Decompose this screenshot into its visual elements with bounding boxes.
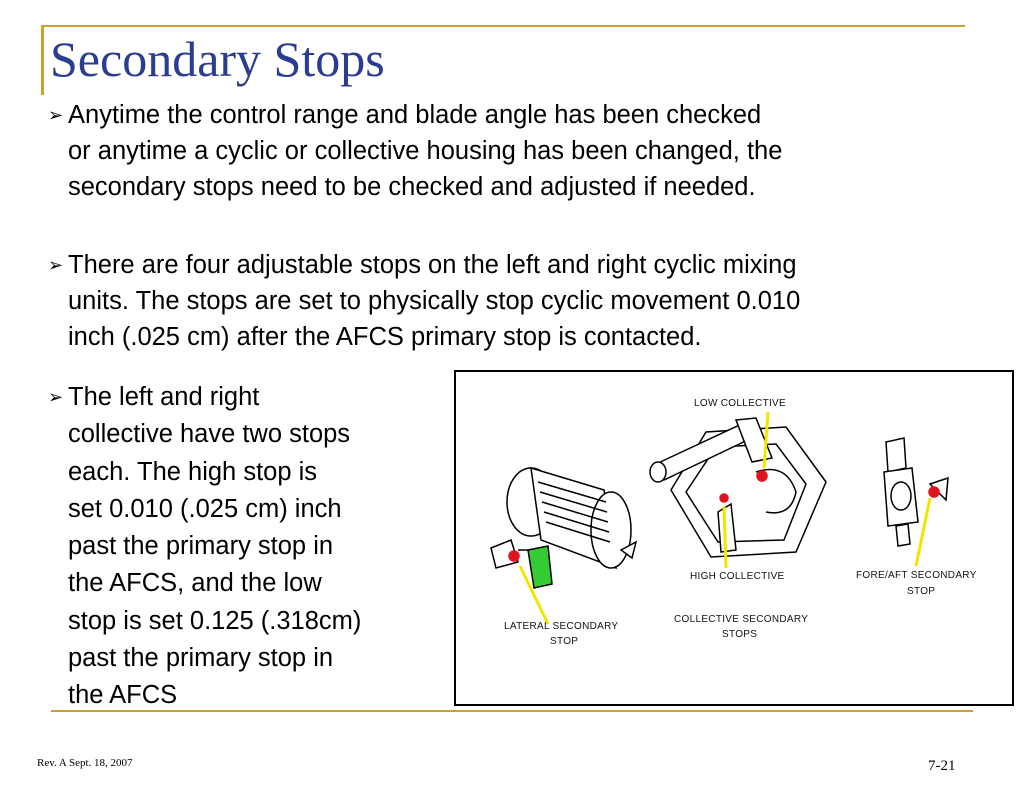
label-lateral-line1: LATERAL SECONDARY bbox=[504, 621, 619, 632]
fore-aft-stop-marker bbox=[929, 487, 939, 497]
arrow-bullet-icon: ➢ bbox=[48, 105, 64, 125]
arrow-bullet-icon: ➢ bbox=[48, 387, 64, 407]
label-high-collective: HIGH COLLECTIVE bbox=[690, 571, 785, 582]
bullet-adjustable-stops bbox=[48, 247, 978, 355]
bullet-line: Anytime the control range and blade angle has been checked bbox=[68, 101, 762, 129]
bullet-line: past the primary stop in bbox=[68, 532, 334, 561]
title-accent-bar bbox=[41, 27, 44, 95]
top-rule bbox=[41, 25, 965, 27]
label-fore-aft-line2: STOP bbox=[907, 586, 936, 597]
high-collective-marker bbox=[720, 494, 728, 502]
lateral-stop-bracket bbox=[528, 546, 552, 588]
page-number: 7-21 bbox=[928, 758, 956, 774]
bullet-collective-stops bbox=[48, 379, 448, 715]
arrow-bullet-icon: ➢ bbox=[48, 255, 64, 275]
bullet-line: past the primary stop in bbox=[68, 644, 334, 673]
fore-aft-stop-assembly bbox=[884, 438, 948, 546]
footer-rule bbox=[51, 710, 973, 712]
diagram-illustration bbox=[456, 372, 1012, 704]
bullet-line: The left and right bbox=[68, 383, 260, 411]
bullet-line: or anytime a cyclic or collective housing has been changed, the bbox=[68, 137, 783, 165]
bullet-control-range bbox=[48, 97, 968, 205]
label-fore-aft-line1: FORE/AFT SECONDARY bbox=[856, 570, 977, 581]
revision-date: Rev. A Sept. 18, 2007 bbox=[37, 757, 133, 769]
bullet-line: each. The high stop is bbox=[68, 457, 318, 486]
secondary-stops-diagram bbox=[454, 370, 1014, 706]
low-collective-marker bbox=[757, 471, 767, 481]
collective-stops-assembly bbox=[650, 418, 826, 557]
lateral-stop-marker bbox=[509, 551, 519, 561]
bullet-line: units. The stops are set to physically stop cyclic movement 0.010 bbox=[68, 287, 801, 315]
bullet-line: the AFCS bbox=[68, 681, 178, 710]
lateral-stop-assembly bbox=[491, 468, 636, 588]
bullet-line: set 0.010 (.025 cm) inch bbox=[68, 494, 342, 523]
bullet-line: There are four adjustable stops on the left and right cyclic mixing bbox=[68, 251, 797, 279]
bullet-line: the AFCS, and the low bbox=[68, 569, 322, 598]
label-lateral-line2: STOP bbox=[550, 636, 579, 647]
bullet-line: secondary stops need to be checked and adjusted if needed. bbox=[68, 173, 756, 201]
label-low-collective: LOW COLLECTIVE bbox=[694, 398, 786, 409]
bullet-line: collective have two stops bbox=[68, 420, 351, 449]
bullet-line: inch (.025 cm) after the AFCS primary stop is contacted. bbox=[68, 323, 702, 351]
page-title: Secondary Stops bbox=[50, 31, 385, 87]
bullet-line: stop is set 0.125 (.318cm) bbox=[68, 606, 362, 635]
label-collective-line2: STOPS bbox=[722, 629, 758, 640]
label-collective-line1: COLLECTIVE SECONDARY bbox=[674, 614, 809, 625]
